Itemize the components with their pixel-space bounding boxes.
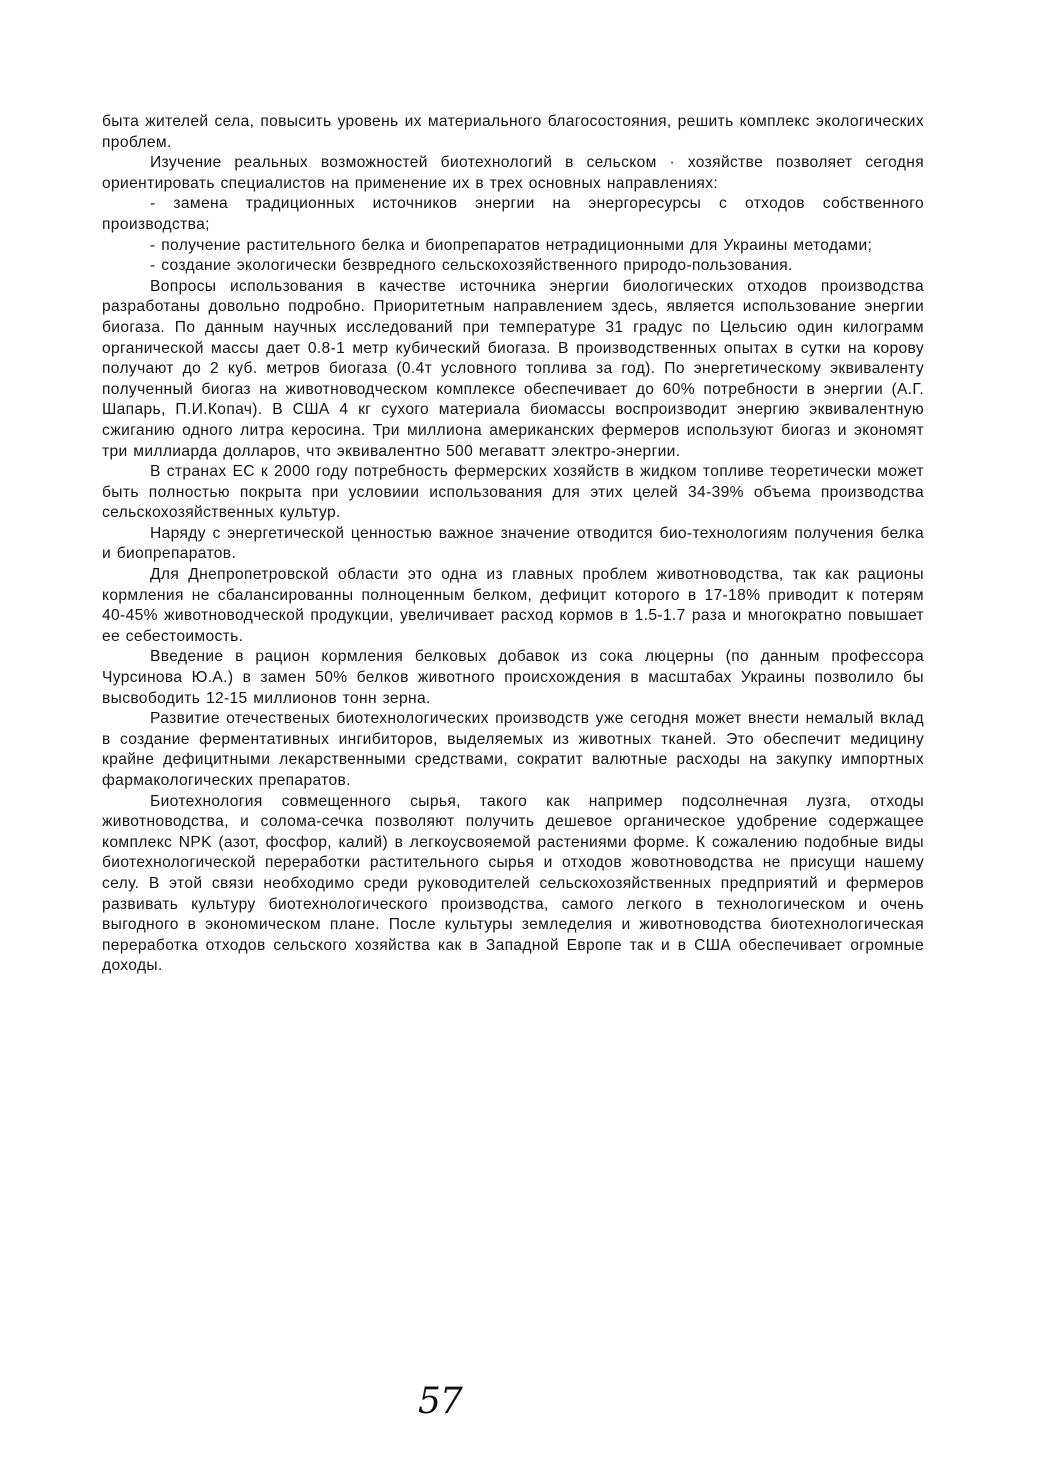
paragraph-combined-raw-materials: Биотехнология совмещенного сырья, такого как например подсолнечная лузга, отходы животноводства, и солома-сечка позволяют получить дешевое органическое удобрение содержащее комплекс NPK (азот, фосфор, калий) в легкоусвояемой растениями форме. К сожалению подобные виды биотехнологической переработки растительного сырья и отходов жовотноводства не присущи нашему селу. В этой связи необходимо среди руководителей сельскохозяйственных предприятий и фермеров развивать культуру биотехнологического производства, самого легкого в технологическом и очень выгодного в экономическом плане. После культуры земледелия и животноводства биотехнологическая переработка отходов сельского хозяйства как в Западной Европе так и в США обеспечивает огромные доходы.: [102, 792, 924, 975]
paragraph-eu-fuel: В странах ЕС к 2000 году потребность фермерских хозяйств в жидком топливе теоретически может быть полностью покрыта при условиии использования для этих целей 34-39% объема производства сельскохозяйственных культур.: [102, 463, 924, 522]
paragraph-biogas: Вопросы использования в качестве источника энергии биологических отходов производства разработаны довольно подробно. Приоритетным направлением здесь, является использование энергии биогаза. По данным научных исследований при температуре 31 градус по Цельсию один килограмм органической массы дает 0.8-1 метр кубический биогаза. В производственных опытах в сутки на корову получают до 2 куб. метров биогаза (0.4т условного топлива за год). По энергетическому эквиваленту полученный биогаз на животноводческом комплексе обеспечивает до 60% потребности в энергии (А.Г. Шапарь, П.И.Копач). В США 4 кг сухого материала биомассы воспроизводит энергию эквивалентную сжиганию одного литра керосина. Три миллиона американских фермеров используют биогаз и экономят три миллиарда долларов, что эквивалентно 500 мегаватт электро-энергии.: [102, 277, 924, 460]
paragraph-biotech-directions: Изучение реальных возможностей биотехнологий в сельском · хозяйстве позволяет сегодня ориентировать специалистов на применение их в трех основных направлениях:: [102, 154, 924, 192]
list-item-eco-land-use: - создание экологически безвредного сельскохозяйственного природо-пользования.: [150, 257, 793, 275]
page-number: 57: [418, 1381, 462, 1422]
paragraph-protein-biotech: Наряду с энергетической ценностью важное значение отводится био-технологиям получения белка и биопрепаратов.: [102, 524, 924, 563]
paragraph-alfalfa-juice: Введение в рацион кормления белковых добавок из сока люцерны (по данным профессора Чурсинова Ю.А.) в замен 50% белков животного происхождения в масштабах Украины позволило бы высвободить 12-15 миллионов тонн зерна.: [102, 648, 924, 707]
document-body: [102, 112, 924, 977]
paragraph-dnipropetrovsk-livestock: Для Днепропетровской области это одна из главных проблем животноводства, так как рационы кормления не сбалансированны полноценным белком, дефицит которого в 17-18% приводит к потерям 40-45% животноводческой продукции, увеличивает расход кормов в 1.5-1.7 раза и многократно повышает ее себестоимость.: [102, 566, 924, 645]
paragraph-continuation: быта жителей села, повысить уровень их материального благосостояния, решить комплекс экологических проблем.: [102, 113, 924, 151]
list-item-plant-protein: - получение растительного белка и биопрепаратов нетрадиционными для Украины методами;: [150, 236, 873, 254]
list-item-energy-replacement: - замена традиционных источников энергии на энергоресурсы с отходов собственного производства;: [102, 195, 924, 233]
paragraph-enzyme-inhibitors: Развитие отечественых биотехнологических производств уже сегодня может внести немалый вклад в создание ферментативных ингибиторов, выделяемых из животных тканей. Это обеспечит медицину крайне дефицитными лекарственными средствами, сократит валютные расходы на закупку импортных фармакологических препаратов.: [102, 710, 924, 789]
